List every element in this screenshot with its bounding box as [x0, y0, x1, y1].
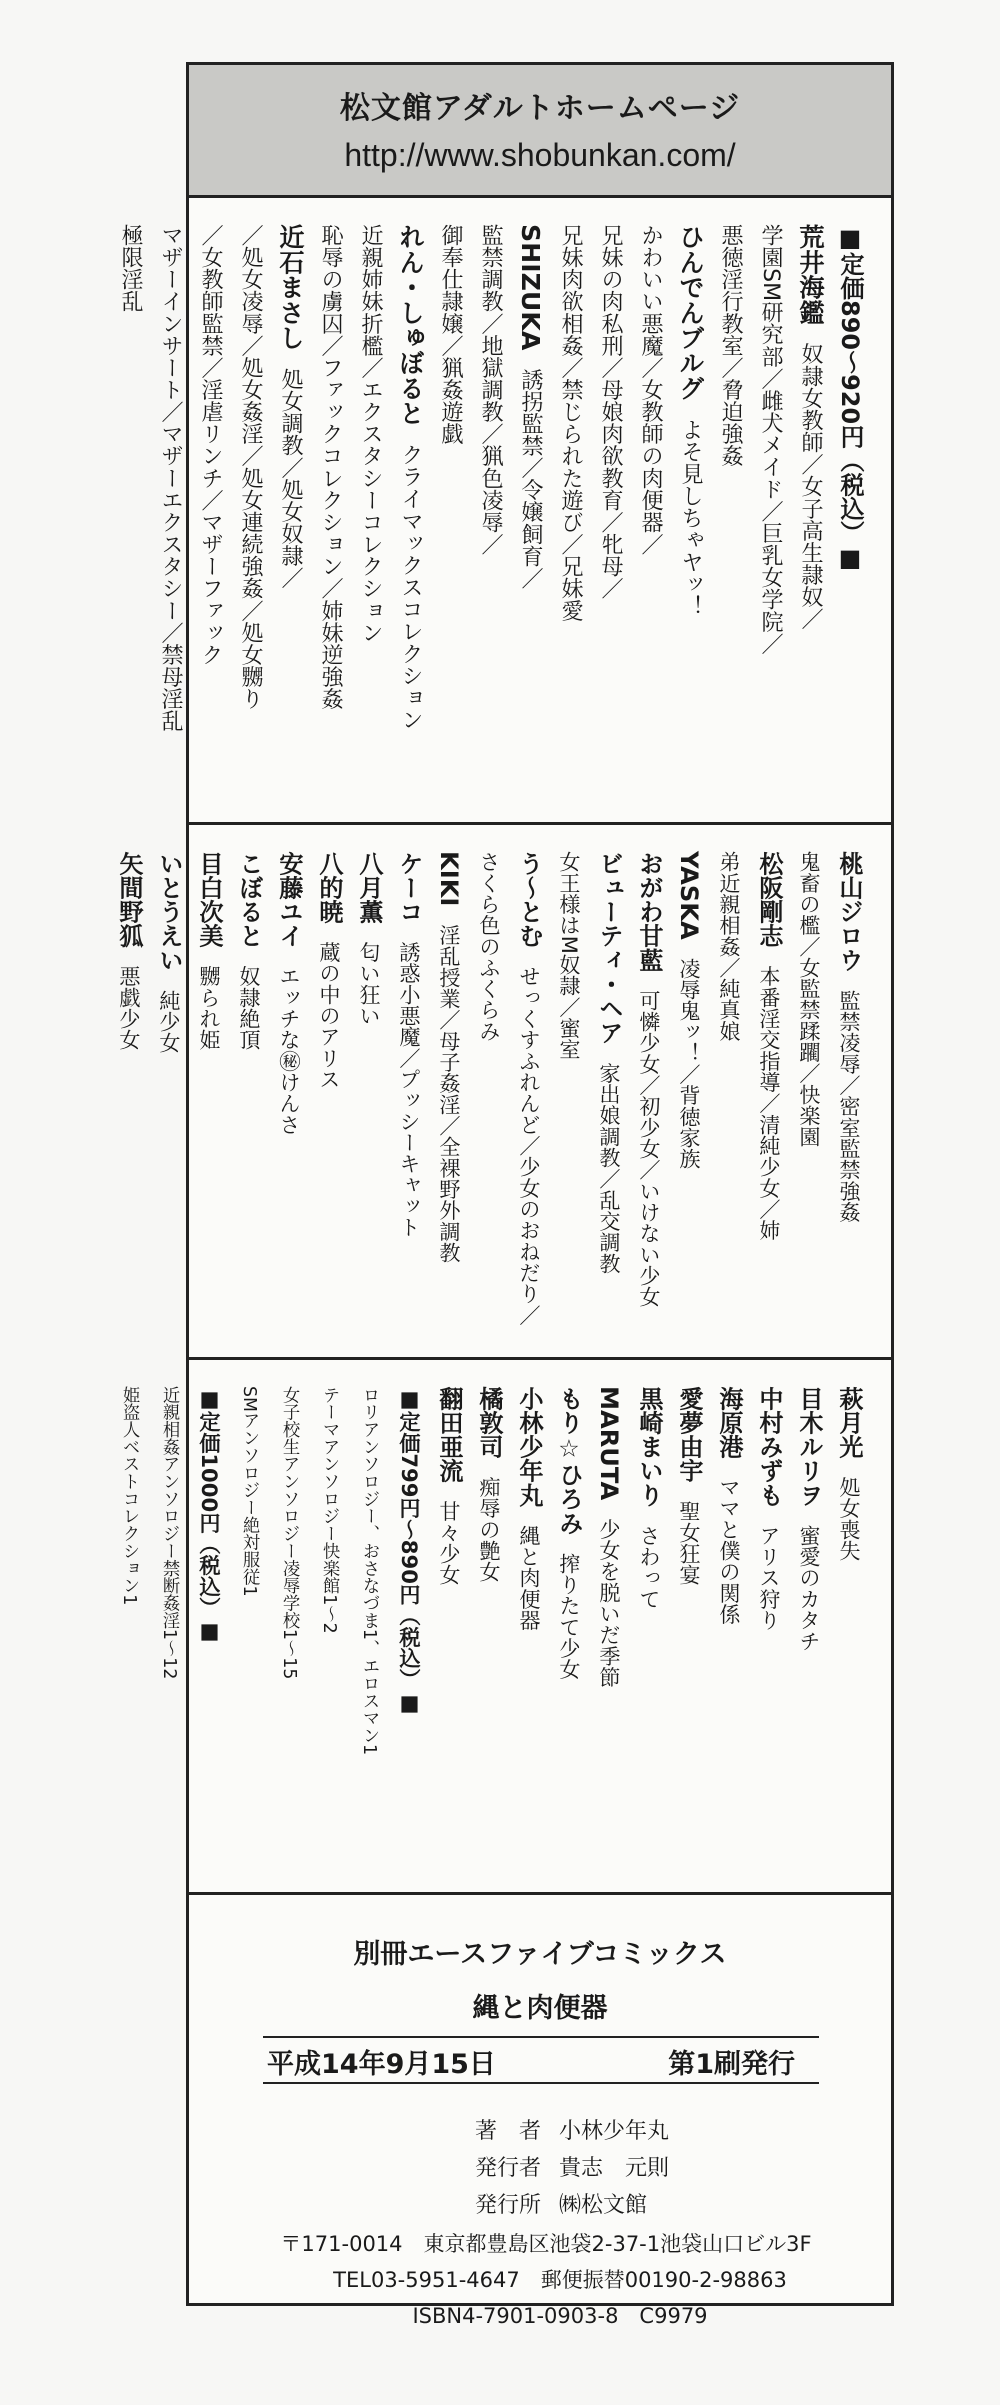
catalog-entry [109, 1386, 149, 1878]
work-titles: 蜜愛のカタチ [797, 1524, 822, 1652]
catalog-section-1 [118, 198, 891, 825]
catalog-entry [390, 224, 430, 808]
series-name: 別冊エースファイブコミックス [353, 1939, 727, 1970]
catalog-entry [789, 851, 829, 1343]
catalog-entry [629, 851, 669, 1343]
author-name: れん・しゅぼると [396, 224, 425, 426]
work-titles: 誘惑小悪魔／プッシーキャット [397, 941, 422, 1238]
work-titles: テーマアンソロジー快楽館1～2 [319, 1386, 339, 1634]
author-name: ひんでんブルグ [676, 224, 705, 401]
catalog-entry [589, 851, 629, 1343]
work-titles: さくら色のふくらみ [477, 851, 502, 1042]
work-titles: 痴辱の艶女 [477, 1476, 502, 1583]
work-titles: 女王様はM奴隷／蜜室 [557, 851, 582, 1060]
homepage-url[interactable]: http://www.shobunkan.com/ [344, 137, 736, 173]
work-titles: 家出娘調教／乱交調教 [597, 1062, 622, 1274]
work-titles: 聖女狂宴 [677, 1500, 702, 1586]
catalog-entry [309, 1386, 349, 1878]
publisher-tel: TEL03-5951-4647 郵便振替00190-2-98863 [333, 2268, 787, 2292]
publisher-contact [189, 2226, 891, 2334]
work-titles: 兄妹肉欲相姦／禁じられた遊び／兄妹愛 [558, 224, 583, 622]
catalog-entry [149, 851, 189, 1343]
work-titles: 蔵の中のアリス [317, 941, 342, 1090]
author-name: こぼると [235, 851, 263, 948]
author-name: MARUTA [595, 1386, 623, 1501]
work-titles: 可憐少女／初少女／いけない少女 [637, 989, 662, 1308]
catalog-entry [789, 1386, 829, 1878]
work-titles: 学園SM研究部／雌犬メイド／巨乳女学院／ [758, 224, 783, 655]
publisher-address: 〒171-0014 東京都豊島区池袋2-37-1池袋山口ビル3F [280, 2232, 812, 2256]
work-titles: 淫乱授業／母子姦淫／全裸野外調教 [437, 924, 462, 1263]
work-titles: 女子校生アンソロジー凌辱学校1～15 [279, 1386, 299, 1680]
work-titles: ママと僕の関係 [717, 1476, 742, 1625]
work-titles: 恥辱の虜囚／ファックコレクション／姉妹逆強姦 [318, 224, 343, 710]
work-titles: エッチな㊙けんさ [277, 965, 302, 1135]
catalog-entry [629, 1386, 669, 1878]
catalog-columns-1 [118, 224, 869, 808]
staff-list [429, 2113, 669, 2224]
catalog-entry [230, 224, 270, 808]
author-name: ケーコ [395, 851, 423, 924]
catalog-entry [709, 851, 749, 1343]
work-titles: 匂い狂い [357, 941, 382, 1027]
work-titles: 近親相姦アンソロジー禁断姦淫1～12 [159, 1386, 179, 1680]
book-colophon [189, 1898, 891, 2328]
author-name: 目白次美 [195, 851, 223, 948]
catalog-entry [109, 851, 149, 1343]
work-titles: かわいい悪魔／女教師の肉便器／ [638, 224, 663, 556]
author-name: 荒井海鑑 [796, 224, 825, 325]
catalog-entry [110, 224, 150, 808]
work-titles: 縄と肉便器 [517, 1524, 542, 1631]
author-name: 近石まさし [276, 224, 305, 350]
work-titles: さわって [637, 1524, 662, 1610]
work-titles: クライマックスコレクション [398, 443, 423, 731]
work-titles: せっくすふれんど／少女のおねだり／ [517, 965, 542, 1326]
catalog-entry [470, 224, 510, 808]
catalog-entry [509, 1386, 549, 1878]
publication-date-bar [263, 2036, 819, 2084]
author-name: 矢間野狐 [115, 851, 143, 948]
catalog-entry [709, 1386, 749, 1878]
catalog-entry [589, 1386, 629, 1878]
catalog-entry [630, 224, 670, 808]
catalog-entry [469, 1386, 509, 1878]
price-line [389, 1386, 429, 1878]
catalog-entry [349, 851, 389, 1343]
catalog-entry [549, 851, 589, 1343]
catalog-entry [549, 1386, 589, 1878]
author-name: 八的暁 [315, 851, 343, 924]
work-titles: 処女喪失 [837, 1476, 862, 1562]
author-name: 中村みずも [755, 1386, 783, 1507]
author-name: 愛夢由宇 [675, 1386, 703, 1483]
author-name: 黒崎まいり [635, 1386, 663, 1507]
catalog-entry [710, 224, 750, 808]
catalog-entry [550, 224, 590, 808]
homepage-title: 松文館アダルトホームページ [339, 91, 741, 126]
work-titles: 悪徳淫行教室／脅迫強姦 [718, 224, 743, 467]
author-name: 翻田亜流 [435, 1386, 463, 1483]
catalog-entry [669, 1386, 709, 1878]
author-name: 小林少年丸 [515, 1386, 543, 1507]
author-name: ビューティ・ヘア [595, 851, 623, 1045]
staff-value: ㈱松文館 [559, 2193, 648, 2218]
work-titles: 鬼畜の檻／女監禁蹂躙／快楽園 [797, 851, 822, 1148]
staff-label: 発行所 [474, 2193, 541, 2218]
work-titles: 近親姉妹折檻／エクスタシーコレクション [358, 224, 383, 644]
catalog-entry [749, 851, 789, 1343]
work-titles: 監禁調教／地獄調教／猟色凌辱／ [478, 224, 503, 556]
work-titles: 本番淫交指導／清純少女／姉 [757, 965, 782, 1241]
staff-value: 貴志 元則 [559, 2156, 670, 2181]
catalog-entry [669, 851, 709, 1343]
work-titles: 搾りたて少女 [557, 1552, 582, 1680]
author-name: う～とむ [515, 851, 543, 948]
catalog-entry [829, 851, 869, 1343]
author-name: 橘敦司 [475, 1386, 503, 1459]
work-titles: 極限淫乱 [118, 224, 143, 313]
catalog-entry [269, 851, 309, 1343]
catalog-entry [790, 224, 830, 808]
staff-row [429, 2150, 669, 2187]
catalog-entry [350, 224, 390, 808]
work-titles: 兄妹の肉私刑／母娘肉欲教育／牝母／ [598, 224, 623, 600]
work-titles: 誘拐監禁／令嬢飼育／ [518, 368, 543, 590]
staff-value: 小林少年丸 [559, 2119, 670, 2144]
work-titles: ／女教師監禁／淫虐リンチ／マザーファック [198, 224, 223, 666]
staff-row [429, 2187, 669, 2224]
author-name: もり☆ひろみ [555, 1386, 583, 1535]
work-titles: 弟近親相姦／純真娘 [717, 851, 742, 1042]
author-name: 海原港 [715, 1386, 743, 1459]
catalog-entry [269, 1386, 309, 1878]
work-titles: 純少女 [157, 989, 182, 1054]
catalog-entry [750, 224, 790, 808]
catalog-entry [190, 224, 230, 808]
work-titles: 奴隷絶頂 [237, 965, 262, 1051]
author-name: 萩月光 [835, 1386, 863, 1459]
catalog-columns-2 [115, 851, 869, 1343]
catalog-entry [429, 851, 469, 1343]
author-name: 八月薫 [355, 851, 383, 924]
catalog-entry [469, 851, 509, 1343]
catalog-columns-3 [119, 1386, 869, 1878]
colophon-frame [115, 62, 894, 2328]
work-titles: ／処女凌辱／処女姦淫／処女連続強姦／処女嬲り [238, 224, 263, 710]
work-titles: 奴隷女教師／女子高生隷奴／ [798, 342, 823, 630]
catalog-entry [349, 1386, 389, 1878]
isbn: ISBN4-7901-0903-8 C9979 [412, 2304, 708, 2328]
work-titles: 御奉仕隷嬢／猟姦遊戯 [438, 224, 463, 445]
catalog-entry [150, 224, 190, 808]
catalog-entry [670, 224, 710, 808]
catalog-entry [310, 224, 350, 808]
author-name: 桃山ジロウ [835, 851, 863, 972]
staff-label: 著 者 [474, 2119, 541, 2144]
catalog-entry [509, 851, 549, 1343]
work-titles: ■定価799円～890円（税込）■ [397, 1386, 422, 1715]
author-name: いとうえい [155, 851, 183, 972]
catalog-entry [189, 851, 229, 1343]
work-titles: 甘々少女 [437, 1500, 462, 1586]
work-titles: 嬲られ姫 [197, 965, 222, 1051]
catalog-entry [309, 851, 349, 1343]
work-titles: 姫盗人ベストコレクション1 [119, 1386, 139, 1606]
catalog-entry [510, 224, 550, 808]
author-name: 松阪剛志 [755, 851, 783, 948]
work-titles: マザーインサート／マザーエクスタシー／禁母淫乱 [158, 224, 183, 732]
catalog-section-2 [115, 825, 891, 1360]
author-name: 目木ルリヲ [795, 1386, 823, 1507]
book-title: 縄と肉便器 [472, 1993, 608, 2024]
author-name: YASKA [675, 851, 703, 940]
work-titles: アリス狩り [757, 1524, 782, 1631]
work-titles: よそ見しちゃヤッ！ [678, 418, 703, 618]
work-titles: ロリアンソロジー、おさなづま1、エロスマン1 [359, 1386, 379, 1756]
edition: 第1刷発行 [668, 2049, 795, 2080]
catalog-entry [229, 1386, 269, 1878]
catalog-entry [270, 224, 310, 808]
work-titles: SMアンソロジー絶対服従1 [239, 1386, 259, 1597]
work-titles: 悪戯少女 [117, 965, 142, 1051]
catalog-entry [829, 1386, 869, 1878]
price-line: ■定価890～920円（税込）■ [836, 224, 864, 573]
price-line [189, 1386, 229, 1878]
catalog-entry [149, 1386, 189, 1878]
work-titles: 少女を脱いだ季節 [597, 1518, 622, 1688]
publisher-homepage-banner [189, 65, 891, 198]
publication-date: 平成14年9月15日 [267, 2049, 496, 2080]
catalog-entry [389, 851, 429, 1343]
catalog-entry [429, 1386, 469, 1878]
staff-label: 発行者 [474, 2156, 541, 2181]
author-name: 安藤ユイ [275, 851, 303, 948]
work-titles: 監禁凌辱／密室監禁強姦 [837, 989, 862, 1223]
staff-row [429, 2113, 669, 2150]
work-titles: ■定価1000円（税込）■ [197, 1386, 222, 1644]
catalog-section-3 [119, 1360, 891, 1895]
catalog-entry [229, 851, 269, 1343]
work-titles: 凌辱鬼ッ！／背徳家族 [677, 957, 702, 1170]
work-titles: 処女調教／処女奴隷／ [278, 368, 303, 589]
author-name: KIKI [435, 851, 463, 907]
catalog-entry [749, 1386, 789, 1878]
catalog-entry [430, 224, 470, 808]
catalog-entry [590, 224, 630, 808]
author-name: SHIZUKA [516, 224, 545, 351]
author-name: おがわ甘藍 [635, 851, 663, 972]
